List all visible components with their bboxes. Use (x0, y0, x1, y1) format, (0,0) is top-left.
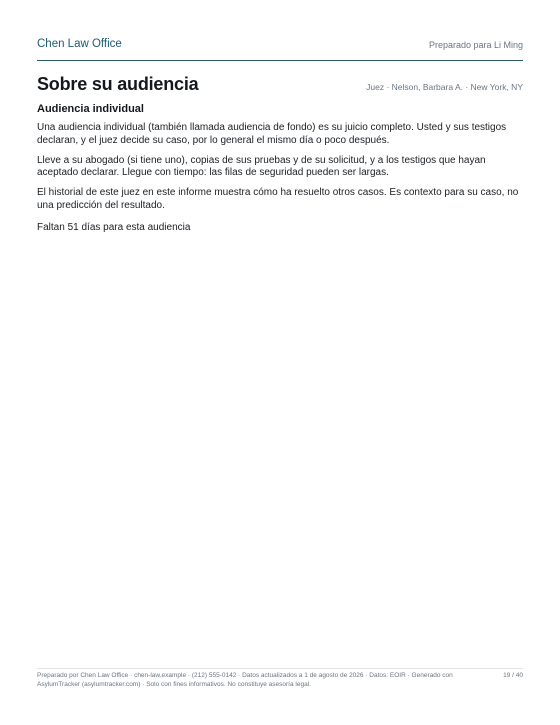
page-title: Sobre su audiencia (37, 74, 199, 94)
case-meta: Juez · Nelson, Barbara A. · New York, NY (366, 82, 523, 92)
prepared-for-label: Preparado para Li Ming (428, 40, 523, 50)
footer-disclaimer: Preparado por Chen Law Office · chen-law.example · (212) 555-0142 · Datos actualizados a 1 de agosto de 2026 · Datos: EOIR · Generado con AsylumTracker (asylumtracker.com) · Solo con fines informativos. No constituye asesoría legal. (37, 672, 453, 688)
paragraph-hearing-definition: Una audiencia individual (también llamada audiencia de fondo) es su juicio completo. Usted y sus testigos declaran, y el juez decide su caso, por lo general el mismo día o poco después. (37, 122, 507, 146)
firm-name: Chen Law Office (37, 38, 122, 50)
page-number: 19 / 40 (503, 672, 523, 679)
section-heading: Audiencia individual (37, 103, 144, 115)
page-footer (37, 668, 523, 690)
paragraph-what-to-bring: Lleve a su abogado (si tiene uno), copias de sus pruebas y de su solicitud, y a los testigos que hayan aceptado declarar. Llegue con tiempo: las filas de seguridad pueden ser largas. (37, 154, 486, 179)
hearing-section (37, 103, 523, 233)
paragraph-judge-history: El historial de este juez en este informe muestra cómo ha resuelto otros casos. Es contexto para su caso, no una predicción del resultado. (37, 187, 519, 211)
title-row (37, 74, 523, 98)
page-header (37, 36, 523, 61)
hearing-countdown: Faltan 51 días para esta audiencia (37, 221, 191, 233)
